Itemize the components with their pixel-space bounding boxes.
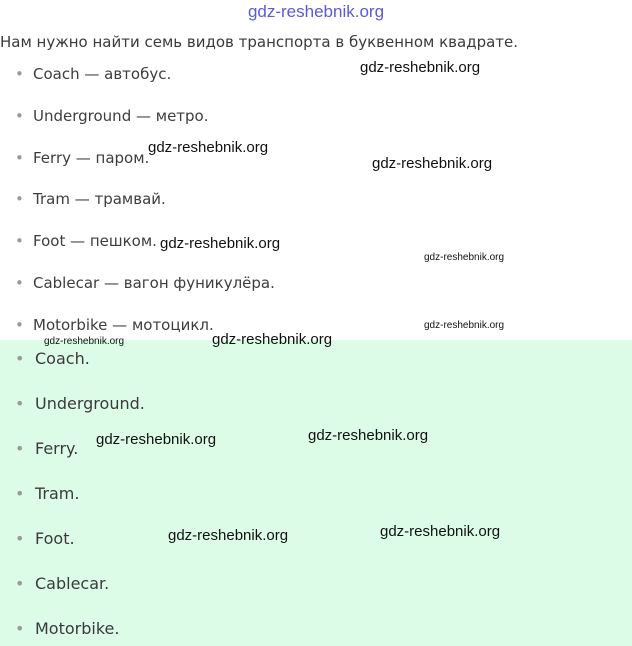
list-item-text: Underground — метро. — [33, 107, 209, 125]
watermark: gdz-reshebnik.org — [212, 331, 333, 348]
watermark: gdz-reshebnik.org — [148, 139, 269, 156]
list-item-text: Tram. — [35, 484, 80, 503]
list-item-text: Foot. — [35, 529, 75, 548]
site-header-link[interactable]: gdz-reshebnik.org — [247, 2, 385, 21]
list-item-text: Underground. — [35, 394, 145, 413]
watermark: gdz-reshebnik.org — [424, 252, 505, 263]
watermark: gdz-reshebnik.org — [372, 155, 493, 172]
list-item-text: Motorbike — мотоцикл. — [33, 316, 214, 334]
watermark: gdz-reshebnik.org — [360, 59, 481, 76]
list-item-text: Coach — автобус. — [33, 65, 172, 83]
watermark: gdz-reshebnik.org — [96, 431, 217, 448]
list-item-text: Foot — пешком. — [33, 232, 157, 250]
watermark: gdz-reshebnik.org — [424, 320, 505, 331]
list-item-text: Motorbike. — [35, 619, 120, 638]
list-item-text: Cablecar — вагон фуникулёра. — [33, 274, 275, 292]
watermark: gdz-reshebnik.org — [160, 235, 281, 252]
watermark: gdz-reshebnik.org — [44, 336, 125, 347]
list-item-text: Ferry. — [35, 439, 79, 458]
watermark: gdz-reshebnik.org — [168, 527, 289, 544]
list-item-text: Ferry — паром. — [33, 149, 150, 167]
watermark: gdz-reshebnik.org — [308, 427, 429, 444]
answer-block: • Coach. • Underground. • Ferry. • Tram. • Foot. • Cablecar. • Motorbike. — [0, 340, 632, 646]
list-item-text: Tram — трамвай. — [33, 190, 166, 208]
list-item-text: Cablecar. — [35, 574, 110, 593]
watermark: gdz-reshebnik.org — [380, 523, 501, 540]
list-item-text: Coach. — [35, 349, 90, 368]
intro-text: Нам нужно найти семь видов транспорта в буквенном квадрате. — [0, 33, 519, 51]
